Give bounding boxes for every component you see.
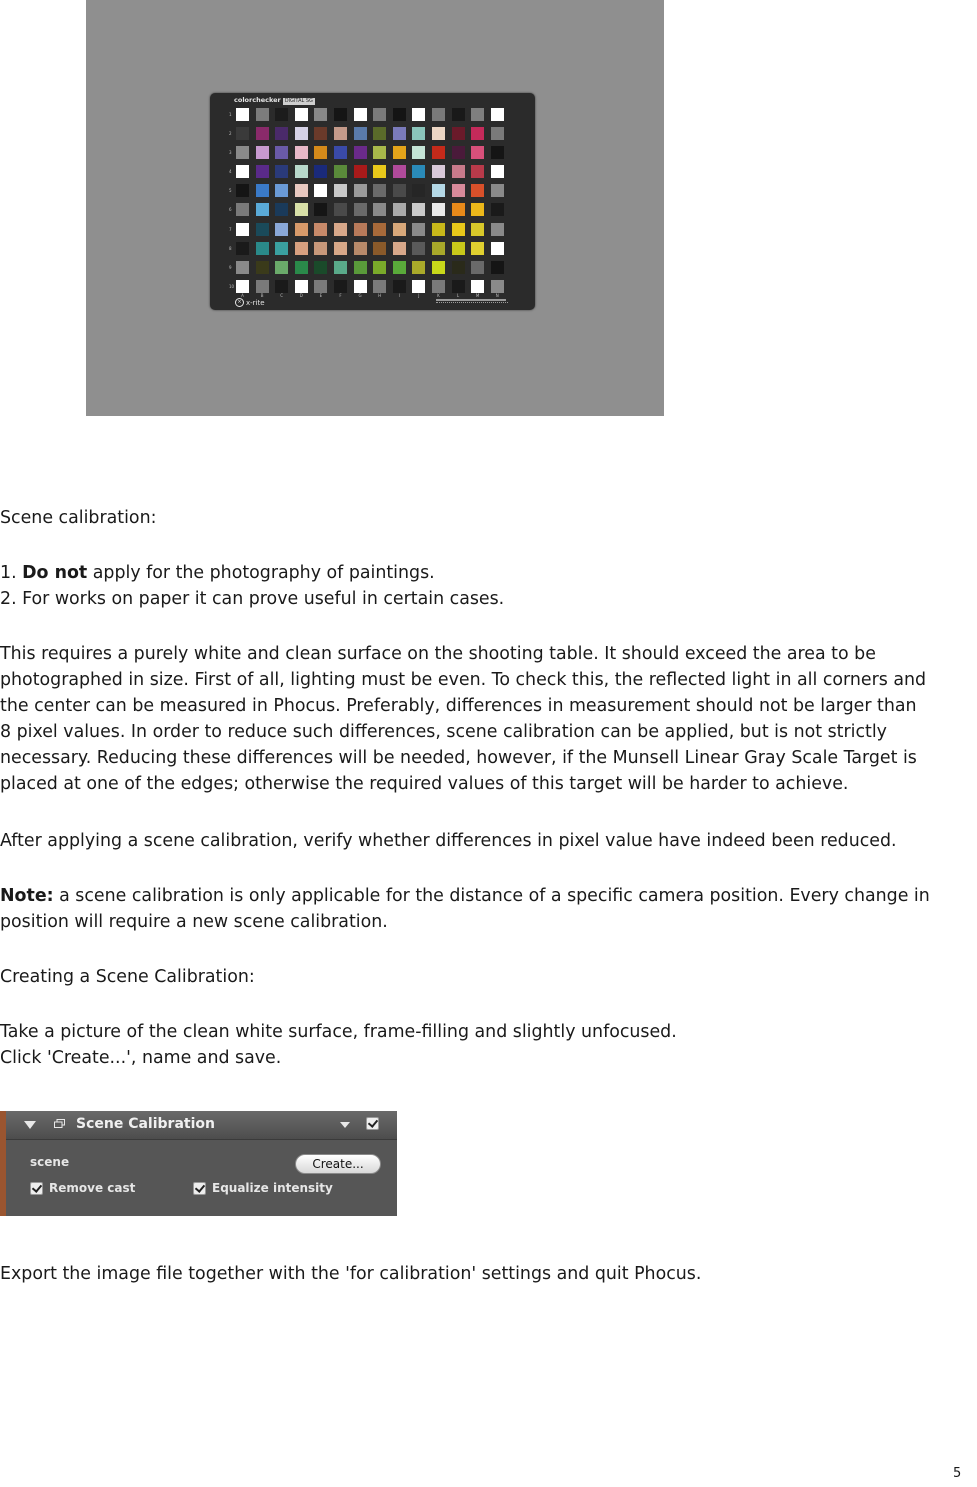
color-patch (295, 203, 308, 216)
color-patch (236, 223, 249, 236)
scene-calibration-panel (0, 1111, 397, 1216)
column-letter: J (418, 293, 420, 298)
color-patch (334, 223, 347, 236)
color-patch (236, 280, 249, 293)
column-letter: N (495, 293, 499, 298)
disclosure-triangle-icon[interactable] (24, 1121, 36, 1129)
row-number: 10 (229, 283, 235, 289)
create-button[interactable]: Create... (295, 1154, 381, 1174)
color-patch (275, 146, 288, 159)
list-item-2: 2. For works on paper it can prove useful in certain cases. (0, 589, 505, 609)
color-patch (354, 261, 367, 274)
page-number: 5 (953, 1466, 962, 1481)
color-patch (471, 127, 484, 140)
color-patch (275, 223, 288, 236)
color-patch (256, 280, 269, 293)
color-patch (295, 280, 308, 293)
list-item-1 (0, 560, 977, 586)
color-patch (432, 223, 445, 236)
row-number: 8 (229, 245, 232, 251)
chart-badge: DIGITAL SG (284, 98, 313, 104)
color-patch (314, 261, 327, 274)
column-letter: M (475, 293, 480, 298)
color-patch (452, 280, 465, 293)
paragraph-line: 8 pixel values. In order to reduce such differences, scene calibration can be applied, but is not strictly (0, 722, 887, 742)
color-patch (432, 261, 445, 274)
paragraph-line: photographed in size. First of all, lighting must be even. To check this, the reflected light in all corners and (0, 670, 927, 690)
color-patch (393, 184, 406, 197)
creating-heading: Creating a Scene Calibration: (0, 967, 255, 987)
column-letter: F (339, 293, 342, 298)
color-patch (471, 280, 484, 293)
color-patch-grid (236, 108, 504, 293)
color-patch (334, 203, 347, 216)
color-patch (452, 203, 465, 216)
color-patch (491, 242, 504, 255)
color-patch (452, 165, 465, 178)
color-patch (432, 165, 445, 178)
scene-calibration-heading: Scene calibration: (0, 508, 157, 528)
color-patch (354, 223, 367, 236)
row-number: 5 (229, 188, 232, 194)
color-patch (354, 146, 367, 159)
color-patch (471, 242, 484, 255)
color-patch (412, 184, 425, 197)
row-number: 9 (229, 264, 232, 270)
color-patch (275, 184, 288, 197)
color-patch (412, 261, 425, 274)
color-patch (393, 127, 406, 140)
color-patch (314, 184, 327, 197)
color-patch (334, 108, 347, 121)
column-letter: C (280, 293, 284, 298)
color-patch (373, 146, 386, 159)
scale-ticks (436, 302, 508, 307)
color-patch (412, 242, 425, 255)
column-letter: I (398, 293, 400, 298)
color-patch (256, 223, 269, 236)
panel-header[interactable] (6, 1111, 397, 1140)
color-patch (334, 242, 347, 255)
color-patch (236, 165, 249, 178)
color-patch (236, 261, 249, 274)
color-patch (354, 127, 367, 140)
color-patch (491, 223, 504, 236)
row-numbers (229, 108, 234, 299)
color-patch (452, 261, 465, 274)
color-patch (452, 146, 465, 159)
color-patch (491, 203, 504, 216)
color-patch (275, 203, 288, 216)
color-patch (354, 203, 367, 216)
color-patch (452, 223, 465, 236)
color-patch (393, 280, 406, 293)
color-patch (373, 108, 386, 121)
color-patch (393, 261, 406, 274)
color-patch (314, 223, 327, 236)
color-patch (393, 108, 406, 121)
color-patch (373, 223, 386, 236)
color-patch (256, 203, 269, 216)
equalize-intensity-label: Equalize intensity (212, 1181, 333, 1195)
color-patch (412, 223, 425, 236)
color-patch (334, 261, 347, 274)
color-patch (432, 184, 445, 197)
color-patch (295, 184, 308, 197)
window-icon (54, 1119, 65, 1128)
color-patch (452, 108, 465, 121)
color-patch (491, 127, 504, 140)
color-patch (393, 203, 406, 216)
color-patch (491, 280, 504, 293)
color-patch (432, 146, 445, 159)
list-item-1-text: apply for the photography of paintings. (87, 563, 435, 583)
color-patch (354, 184, 367, 197)
color-patch (452, 242, 465, 255)
color-patch (491, 261, 504, 274)
list-item-1-emphasis: Do not (22, 563, 88, 583)
xrite-logo (235, 298, 265, 307)
xrite-logo-text: x-rite (246, 298, 265, 307)
note-text: a scene calibration is only applicable for the distance of a specific camera position. Every change in (53, 886, 930, 906)
color-patch (491, 165, 504, 178)
color-patch (373, 203, 386, 216)
color-patch (256, 165, 269, 178)
chevron-down-icon[interactable] (340, 1122, 350, 1128)
color-patch (314, 203, 327, 216)
color-patch (334, 165, 347, 178)
color-patch (412, 127, 425, 140)
paragraph-line: This requires a purely white and clean surface on the shooting table. It should exceed the area to be (0, 644, 876, 664)
color-patch (256, 127, 269, 140)
color-patch (236, 146, 249, 159)
list-item-1-number: 1. (0, 563, 23, 583)
chart-brand: colorchecker DIGITAL SG (234, 96, 313, 104)
color-patch (373, 242, 386, 255)
color-patch (275, 280, 288, 293)
color-patch (236, 108, 249, 121)
color-patch (275, 127, 288, 140)
color-patch (471, 165, 484, 178)
color-patch (256, 261, 269, 274)
row-number: 2 (229, 131, 232, 137)
color-patch (295, 108, 308, 121)
color-patch (432, 108, 445, 121)
color-patch (393, 146, 406, 159)
color-patch (314, 280, 327, 293)
color-patch (471, 146, 484, 159)
column-letter: D (299, 293, 303, 298)
color-patch (373, 280, 386, 293)
color-patch (295, 165, 308, 178)
color-patch (412, 280, 425, 293)
after-applying-paragraph: After applying a scene calibration, verify whether differences in pixel value have indeed been reduced. (0, 831, 897, 851)
click-create-instruction: Click 'Create...', name and save. (0, 1048, 282, 1068)
column-letter: B (260, 293, 264, 298)
paragraph-line: placed at one of the edges; otherwise the required values of this target will be harder to achieve. (0, 774, 849, 794)
color-patch (373, 127, 386, 140)
color-patch (256, 184, 269, 197)
row-number: 3 (229, 150, 232, 156)
color-patch (412, 146, 425, 159)
scene-label: scene (30, 1155, 70, 1169)
xrite-mark-icon: × (235, 298, 244, 307)
column-letters (236, 293, 510, 298)
color-patch (236, 203, 249, 216)
paragraph-line: necessary. Reducing these differences will be needed, however, if the Munsell Linear Gray Scale Target is (0, 748, 917, 768)
color-patch (491, 184, 504, 197)
column-letter: E (319, 293, 323, 298)
color-patch (452, 127, 465, 140)
column-letter: A (241, 293, 244, 298)
color-patch (432, 280, 445, 293)
color-patch (334, 146, 347, 159)
color-patch (354, 165, 367, 178)
color-patch (491, 108, 504, 121)
color-patch (275, 261, 288, 274)
color-patch (256, 108, 269, 121)
color-patch (334, 184, 347, 197)
equalize-intensity-checkbox[interactable] (193, 1182, 206, 1195)
color-patch (432, 127, 445, 140)
color-patch (471, 261, 484, 274)
color-patch (314, 146, 327, 159)
color-patch (236, 184, 249, 197)
note-paragraph (0, 883, 977, 909)
color-patch (236, 242, 249, 255)
color-patch (295, 127, 308, 140)
color-patch (314, 127, 327, 140)
row-number: 6 (229, 207, 232, 213)
remove-cast-label: Remove cast (49, 1181, 136, 1195)
color-patch (432, 242, 445, 255)
color-patch (373, 261, 386, 274)
color-patch (295, 223, 308, 236)
color-patch (275, 108, 288, 121)
export-instruction: Export the image file together with the 'for calibration' settings and quit Phocus. (0, 1264, 702, 1284)
color-patch (295, 242, 308, 255)
panel-title: Scene Calibration (76, 1116, 215, 1132)
row-number: 7 (229, 226, 232, 232)
color-patch (412, 108, 425, 121)
color-patch (295, 146, 308, 159)
row-number: 1 (229, 112, 232, 117)
color-patch (256, 242, 269, 255)
color-patch (432, 203, 445, 216)
color-patch (393, 242, 406, 255)
color-patch (393, 223, 406, 236)
color-patch (452, 184, 465, 197)
color-patch (471, 184, 484, 197)
color-patch (354, 280, 367, 293)
color-patch (471, 223, 484, 236)
color-patch (314, 108, 327, 121)
color-patch (256, 146, 269, 159)
column-letter: L (456, 293, 460, 298)
color-patch (491, 146, 504, 159)
color-patch (314, 165, 327, 178)
color-patch (295, 261, 308, 274)
color-patch (393, 165, 406, 178)
color-patch (275, 242, 288, 255)
color-patch (314, 242, 327, 255)
color-patch (471, 108, 484, 121)
color-patch (236, 127, 249, 140)
color-patch (334, 127, 347, 140)
note-paragraph-line-2: position will require a new scene calibration. (0, 912, 388, 932)
remove-cast-checkbox[interactable] (30, 1182, 43, 1195)
colorchecker-photo (86, 0, 664, 416)
color-patch (412, 203, 425, 216)
row-number: 4 (229, 169, 232, 175)
color-patch (334, 280, 347, 293)
paragraph-line: the center can be measured in Phocus. Preferably, differences in measurement should not be larger than (0, 696, 917, 716)
column-letter: K (437, 293, 440, 298)
column-letter: H (378, 293, 382, 298)
panel-enabled-checkbox[interactable] (366, 1117, 379, 1130)
colorchecker-chart (210, 93, 535, 310)
color-patch (354, 242, 367, 255)
scale-bar (436, 299, 506, 301)
color-patch (373, 165, 386, 178)
color-patch (354, 108, 367, 121)
color-patch (373, 184, 386, 197)
color-patch (471, 203, 484, 216)
column-letter: G (358, 293, 362, 298)
color-patch (275, 165, 288, 178)
note-label: Note: (0, 886, 54, 906)
color-patch (412, 165, 425, 178)
take-picture-instruction: Take a picture of the clean white surface, frame-filling and slightly unfocused. (0, 1022, 677, 1042)
